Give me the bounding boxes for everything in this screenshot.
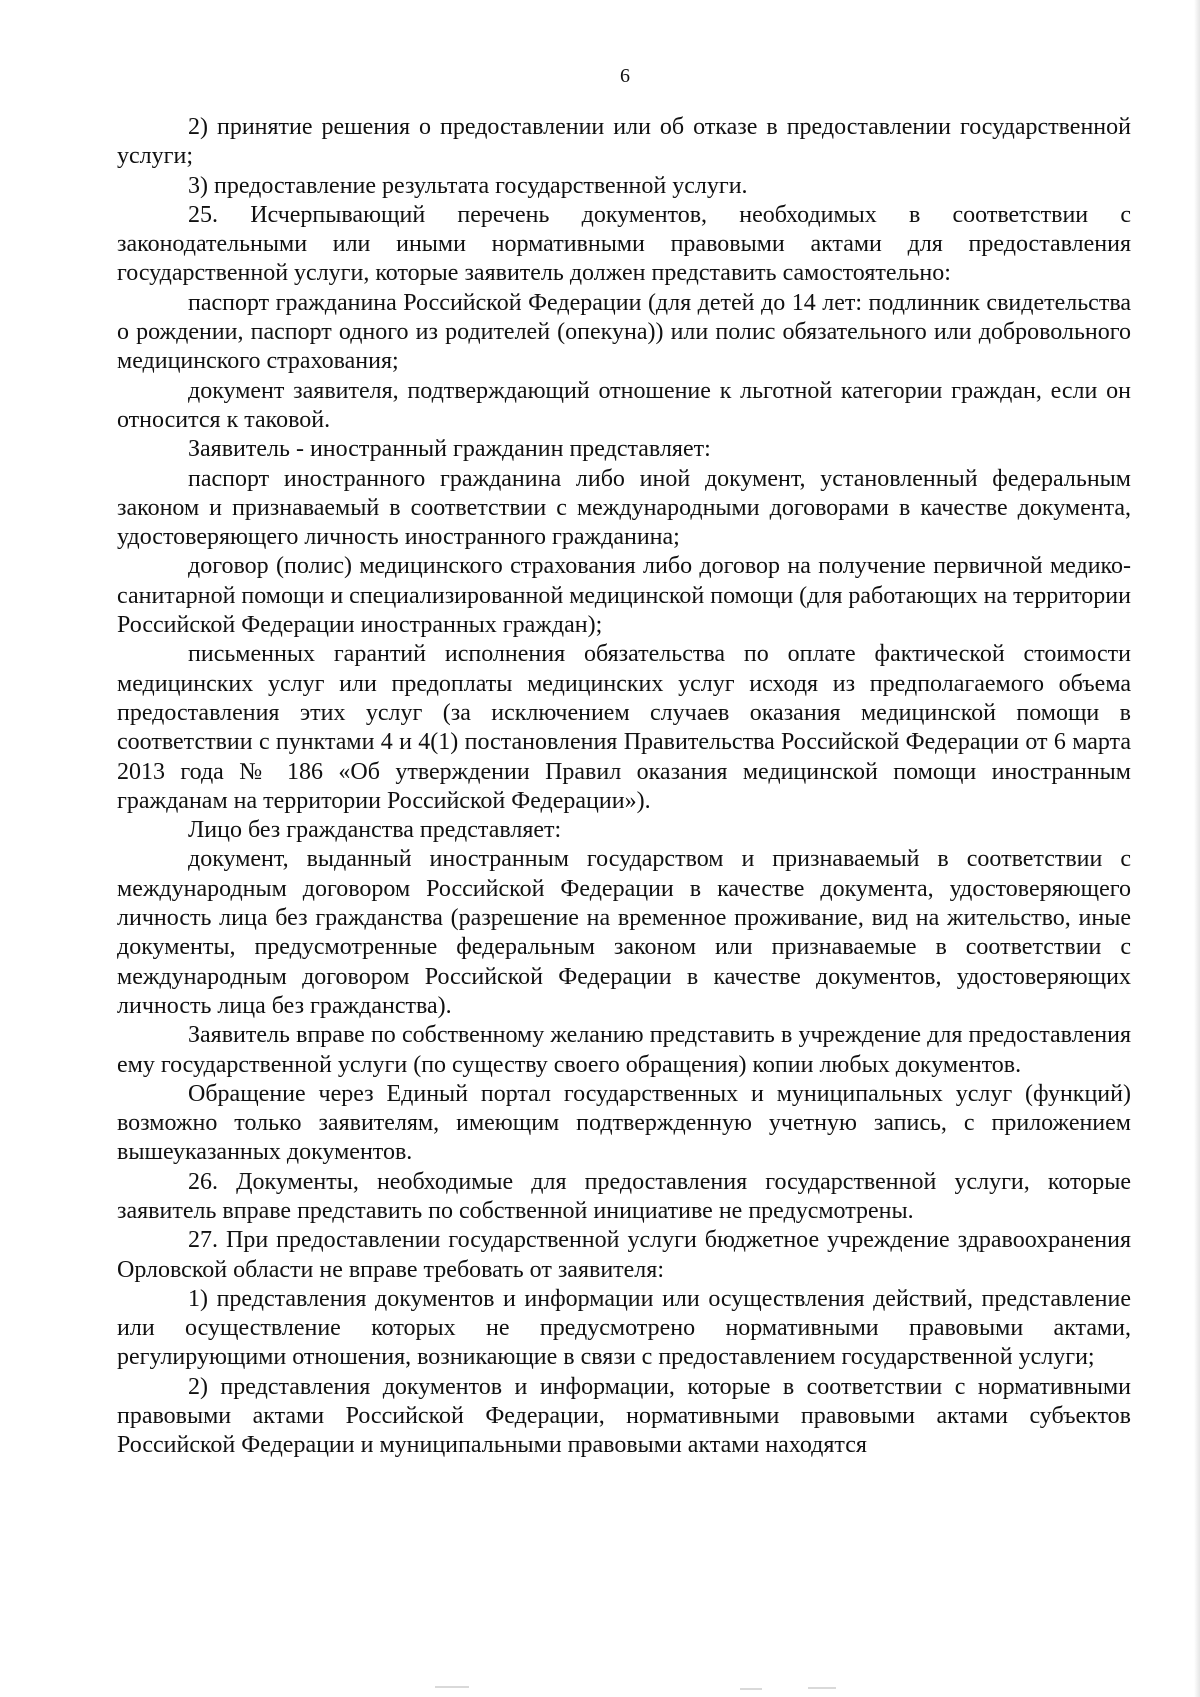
paragraph-benefit-document: документ заявителя, подтверждающий отношение к льготной категории граждан, если он относится к таковой. [117, 377, 1131, 433]
paragraph-27-item-1: 1) представления документов и информации или осуществления действий, представление или осуществление которых не предусмотрено нормативными правовыми актами, регулирующими отношения, возникающие в связи с предоставлением государственной услуги; [117, 1285, 1131, 1371]
scan-smudge-2 [740, 1688, 762, 1690]
page-number: 6 [620, 65, 630, 87]
scan-smudge-3 [808, 1687, 836, 1689]
paragraph-foreign-citizen-intro: Заявитель - иностранный гражданин представляет: [188, 436, 711, 463]
paragraph-foreign-passport: паспорт иностранного гражданина либо иной документ, установленный федеральным законом и признаваемый в соответствии с международными договорами в качестве документа, удостоверяющего личность иностранного гражданина; [117, 465, 1131, 551]
paragraph-25: 25. Исчерпывающий перечень документов, необходимых в соответствии с законодательными или иными нормативными правовыми актами для предоставления государственной услуги, которые заявитель должен представить самостоятельно: [117, 201, 1131, 287]
paragraph-insurance-contract: договор (полис) медицинского страхования либо договор на получение первичной медико-санитарной помощи и специализированной медицинской помощи (для работающих на территории Российской Федерации иностранных граждан); [117, 553, 1131, 639]
document-body [117, 113, 1131, 1461]
paragraph-stateless-document: документ, выданный иностранным государством и признаваемый в соответствии с международным договором Российской Федерации в качестве документа, удостоверяющего личность лица без гражданства (разрешение на временное проживание, вид на жительство, иные документы, предусмотренные федеральным законом или признаваемые в соответствии с международным договором Российской Федерации в качестве документов, удостоверяющих личность лица без гражданства). [117, 846, 1131, 1019]
paragraph-passport-rf: паспорт гражданина Российской Федерации (для детей до 14 лет: подлинник свидетельства о рождении, паспорт одного из родителей (опекуна)) или полис обязательного или добровольного медицинского страхования; [117, 289, 1131, 375]
paragraph-portal-request: Обращение через Единый портал государственных и муниципальных услуг (функций) возможно только заявителям, имеющим подтвержденную учетную запись, с приложением вышеуказанных документов. [117, 1080, 1131, 1166]
paragraph-item-3: 3) предоставление результата государственной услуги. [188, 172, 748, 199]
paragraph-26: 26. Документы, необходимые для предоставления государственной услуги, которые заявитель вправе представить по собственной инициативе не предусмотрены. [117, 1168, 1131, 1224]
paragraph-item-2: 2) принятие решения о предоставлении или об отказе в предоставлении государственной услуги; [117, 114, 1131, 170]
paragraph-27-item-2: 2) представления документов и информации, которые в соответствии с нормативными правовыми актами Российской Федерации, нормативными правовыми актами субъектов Российской Федерации и муниципальными правовыми актами находятся [117, 1373, 1131, 1459]
paragraph-written-guarantees: письменных гарантий исполнения обязательства по оплате фактической стоимости медицинских услуг или предоплаты медицинских услуг исходя из предполагаемого объема предоставления этих услуг (за исключением случаев оказания медицинской помощи в соответствии с пунктами 4 и 4(1) постановления Правительства Российской Федерации от 6 марта 2013 года № 186 «Об утверждении Правил оказания медицинской помощи иностранным гражданам на территории Российской Федерации»). [117, 641, 1131, 814]
paragraph-27: 27. При предоставлении государственной услуги бюджетное учреждение здравоохранения Орловской области не вправе требовать от заявителя: [117, 1227, 1131, 1283]
scan-edge-shadow [1194, 0, 1200, 1697]
paragraph-copies-right: Заявитель вправе по собственному желанию представить в учреждение для предоставления ему государственной услуги (по существу своего обращения) копии любых документов. [117, 1022, 1131, 1078]
paragraph-stateless-intro: Лицо без гражданства представляет: [188, 817, 562, 844]
scan-smudge-1 [435, 1686, 469, 1688]
